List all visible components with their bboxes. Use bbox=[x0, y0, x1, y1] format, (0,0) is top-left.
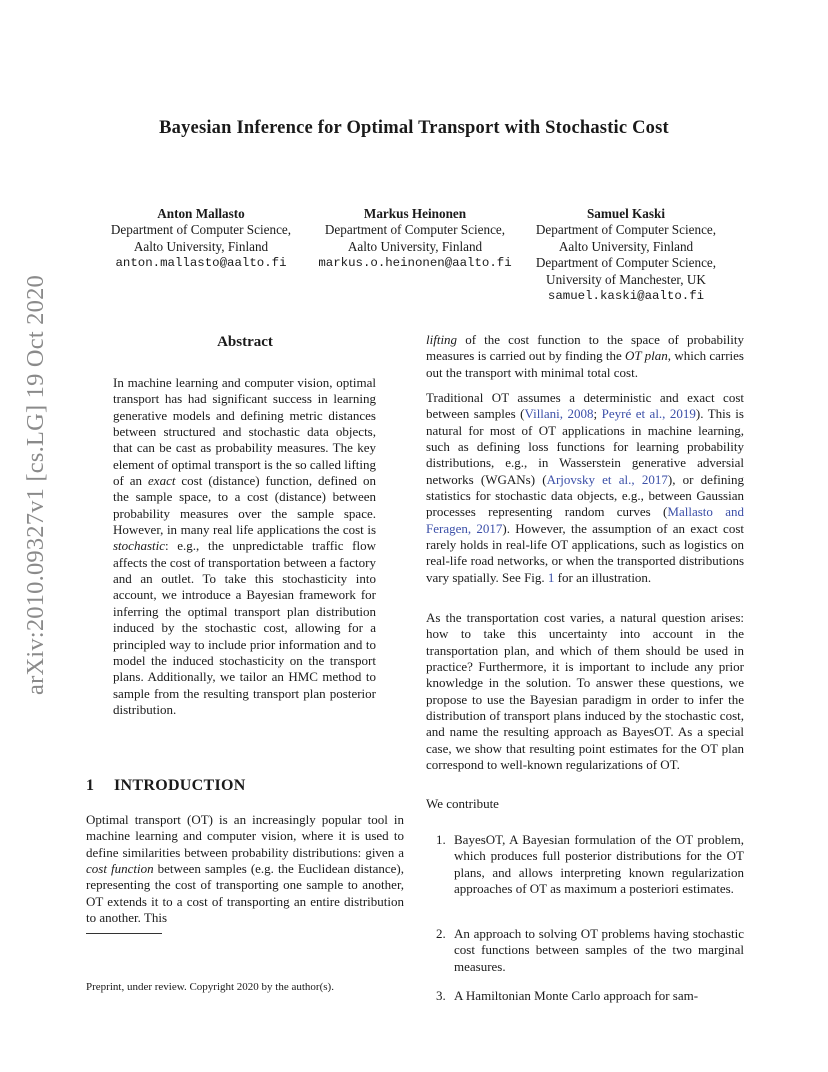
contribution-item bbox=[436, 988, 744, 1004]
abstract-text-part: In machine learning and computer vision, optimal transport has had significant success in learning generative models and defining metric distances between structured and stochastic data objects, that can be cast as probability measures. The key element of optimal transport is the so called lifting of an bbox=[113, 375, 376, 489]
right-paragraph-1 bbox=[426, 332, 744, 381]
citation-link[interactable]: Villani, 2008 bbox=[524, 406, 594, 422]
author-affiliation: Department of Computer Science, bbox=[324, 222, 506, 238]
text-part: Traditional OT assumes a deterministic and exact cost between samples ( bbox=[426, 390, 744, 422]
intro-text-part: between samples (e.g. the Euclidean distance), representing the cost of transporting one sample to another, OT extends it to a cost of transporting an entire distribution to another. This bbox=[86, 861, 405, 926]
citation-link[interactable]: Peyré et al., 2019 bbox=[601, 406, 696, 422]
abstract-text bbox=[113, 375, 376, 718]
text-part: for an illustration. bbox=[554, 569, 652, 585]
text-part: ). However, the assumption of an exact cost rarely holds in real-life OT applications, such as logistics on real-life road networks, or when the transported distributions vary spatially. See Fig. bbox=[426, 520, 744, 585]
author-block-1 bbox=[96, 206, 306, 272]
abstract-heading: Abstract bbox=[217, 334, 273, 350]
contribution-item bbox=[436, 926, 744, 975]
author-affiliation: Department of Computer Science, bbox=[535, 255, 717, 271]
author-affiliation: Department of Computer Science, bbox=[535, 222, 717, 238]
abstract-emphasis: stochastic bbox=[113, 538, 165, 554]
text-part: ; bbox=[593, 406, 602, 422]
author-name: Samuel Kaski bbox=[586, 206, 666, 221]
author-affiliation: Aalto University, Finland bbox=[558, 238, 694, 254]
paper-title: Bayesian Inference for Optimal Transport with Stochastic Cost bbox=[159, 118, 669, 138]
emphasis: lifting bbox=[426, 332, 458, 347]
author-email: samuel.kaski@aalto.fi bbox=[547, 289, 705, 304]
text-part: of the cost function to the space of probability measures is carried out by finding the bbox=[426, 332, 744, 364]
list-item-text: An approach to solving OT problems having stochastic cost functions between samples of the two marginal measures. bbox=[454, 926, 744, 974]
list-number: 2. bbox=[436, 926, 446, 941]
arxiv-identifier-text: arXiv:2010.09327v1 [cs.LG] 19 Oct 2020 bbox=[22, 275, 49, 695]
citation-link[interactable]: Arjovsky et al., 2017 bbox=[546, 471, 668, 487]
text-part: ). This is natural for most of OT applications in machine learning, such as defining loss functions for learning probability distributions, e.g., in Wasserstein generative adversial networks (WGANs) ( bbox=[426, 406, 744, 487]
right-paragraph-2 bbox=[426, 390, 744, 586]
intro-text-part: Optimal transport (OT) is an increasingly popular tool in machine learning and computer vision, where it is used to define similarities between probability distributions: given a bbox=[86, 812, 404, 860]
text-part: , which carries out the transport with minimal total cost. bbox=[426, 348, 744, 380]
introduction-paragraph bbox=[86, 812, 404, 926]
section-title: INTRODUCTION bbox=[114, 777, 246, 794]
section-heading-introduction bbox=[86, 777, 246, 795]
contribution-item bbox=[436, 832, 744, 897]
figure-reference-link[interactable]: 1 bbox=[547, 569, 555, 585]
citation-link[interactable]: Mallasto and Feragen, 2017 bbox=[426, 504, 744, 536]
list-item-text: BayesOT, A Bayesian formulation of the OT problem, which produces full posterior distributions for the OT plans, and allows interpreting known regularization approaches of OT as maximum a posteriori estimates. bbox=[454, 832, 744, 897]
author-email: anton.mallasto@aalto.fi bbox=[115, 256, 287, 271]
abstract-emphasis: exact bbox=[148, 473, 176, 489]
author-block-2 bbox=[310, 206, 520, 272]
list-number: 1. bbox=[436, 832, 446, 847]
author-affiliation: Department of Computer Science, bbox=[110, 222, 292, 238]
author-email: markus.o.heinonen@aalto.fi bbox=[318, 256, 512, 271]
abstract-text-part: cost (distance) function, defined on the sample space, to a cost (distance) between probability measures over the sample space. However, in many real life applications the cost is bbox=[113, 473, 376, 538]
right-paragraph-4: We contribute bbox=[426, 796, 499, 811]
author-name: Anton Mallasto bbox=[157, 206, 245, 221]
author-block-3 bbox=[522, 206, 730, 304]
abstract-text-part: : e.g., the unpredictable traffic flow affects the cost of transportation between a factory and an outlet. To take this stochasticity into account, we introduce a Bayesian framework for inferring the optimal transport plan distribution induced by the stochastic cost, allowing for a principled way to include prior information and to model the induced stochasticity on the transport plans. Additionally, we tailor an HMC method to sample from the resulting transport plan posterior distribution. bbox=[113, 538, 376, 717]
author-affiliation: University of Manchester, UK bbox=[546, 271, 706, 287]
author-affiliation: Aalto University, Finland bbox=[347, 238, 483, 254]
author-affiliation: Aalto University, Finland bbox=[133, 238, 269, 254]
footnote: Preprint, under review. Copyright 2020 by the author(s). bbox=[86, 981, 334, 993]
list-number: 3. bbox=[436, 988, 446, 1003]
intro-emphasis: cost function bbox=[86, 861, 154, 877]
footnote-rule bbox=[86, 933, 162, 934]
right-paragraph-3: As the transportation cost varies, a natural question arises: how to take this uncertainty into account in the transportation plan, and which of them should be used in practice? Furthermore, it is important to include any prior knowledge in the solution. To answer these questions, we propose to use the Bayesian paradigm in order to infer the distribution of transport plans induced by the stochastic cost, and name the resulting approach as BayesOT. As a special case, we show that resulting point estimates for the OT plan correspond to well-known regularizations of OT. bbox=[426, 610, 744, 773]
author-name: Markus Heinonen bbox=[363, 206, 467, 221]
emphasis: OT plan bbox=[625, 348, 668, 364]
section-number: 1 bbox=[86, 777, 95, 794]
arxiv-identifier bbox=[14, 275, 58, 695]
list-item-text: A Hamiltonian Monte Carlo approach for sam- bbox=[454, 988, 699, 1003]
text-part: ), or defining statistics for stochastic data objects, e.g., between Gaussian processes representing random curves ( bbox=[426, 471, 745, 520]
